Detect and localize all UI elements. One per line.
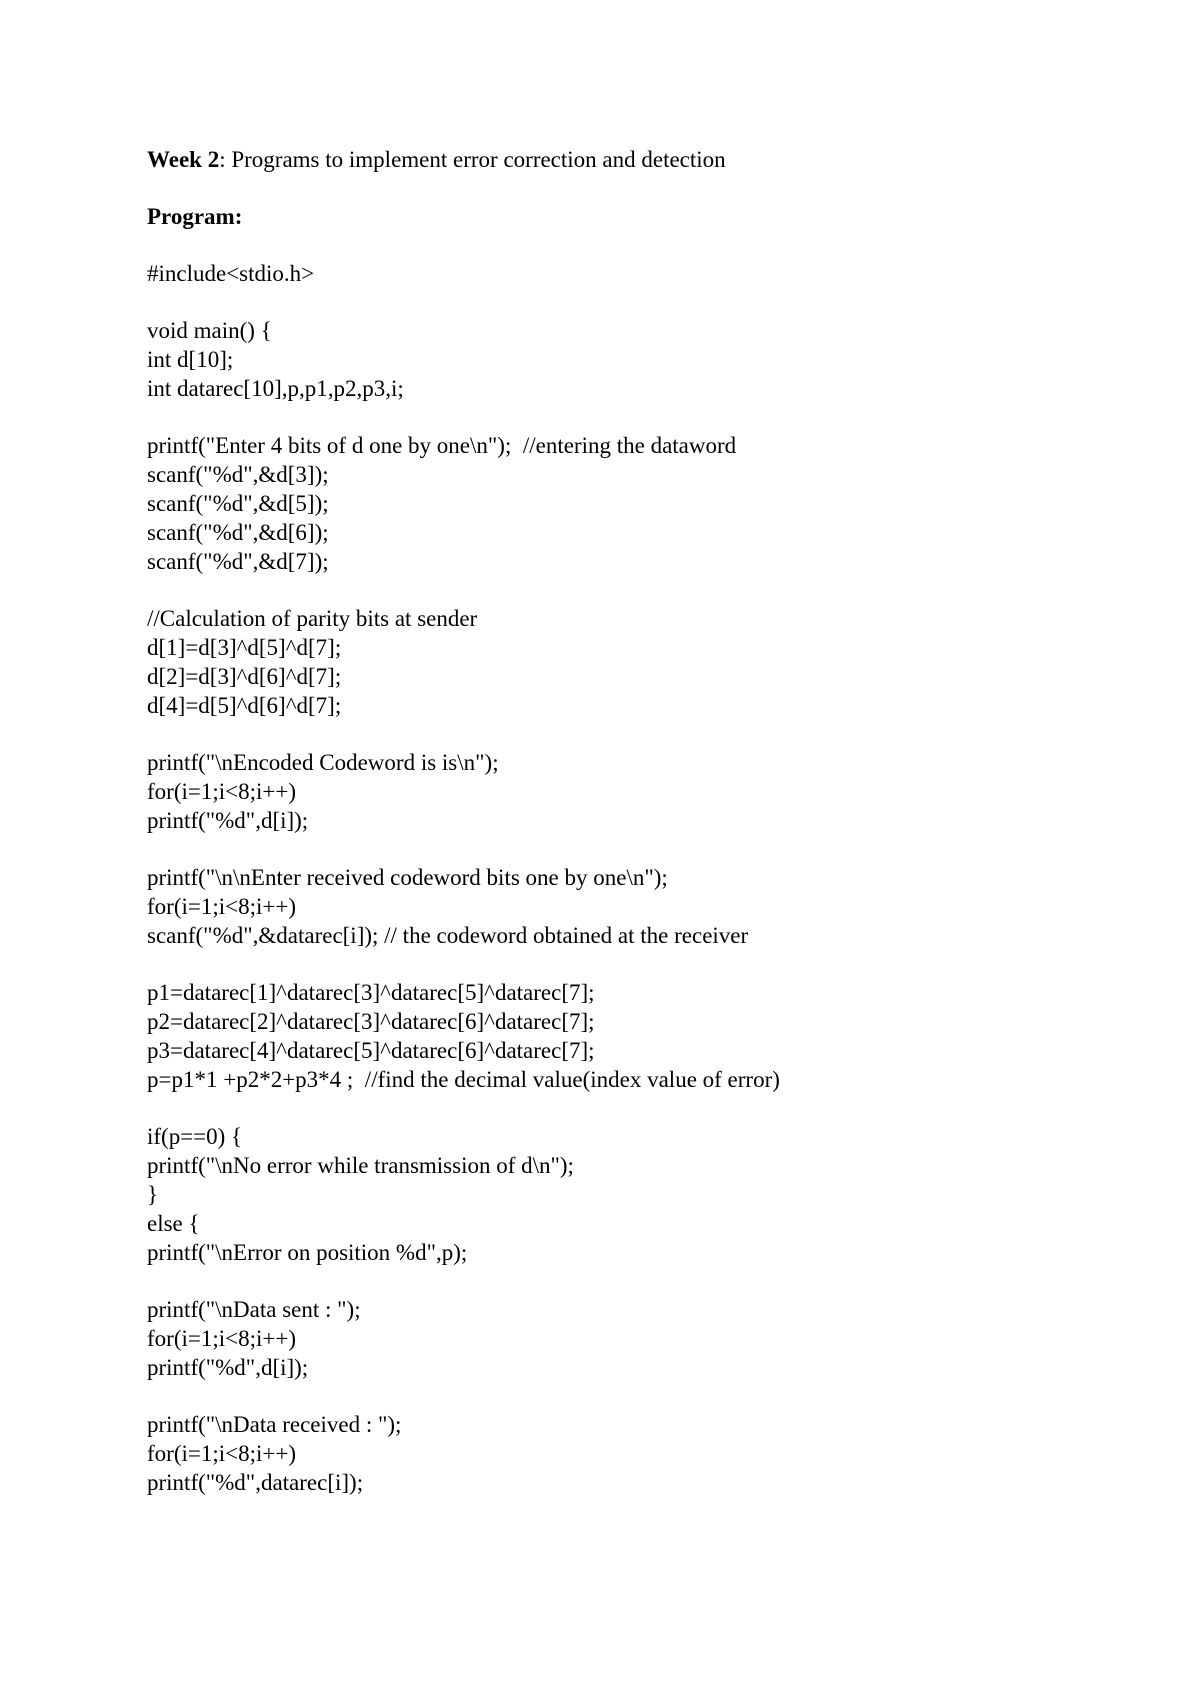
code-line: //Calculation of parity bits at sender — [147, 606, 478, 631]
blank-line — [147, 1094, 1127, 1122]
code-line: int d[10]; — [147, 347, 234, 372]
code-line: scanf("%d",&datarec[i]); // the codeword obtained at the receiver — [147, 923, 749, 948]
code-line: p2=datarec[2]^datarec[3]^datarec[6]^datarec[7]; — [147, 1009, 595, 1034]
title-text: : Programs to implement error correction and detection — [219, 147, 726, 172]
blank-line — [147, 1382, 1127, 1410]
code-line: printf("\nNo error while transmission of d\n"); — [147, 1153, 574, 1178]
code-line: for(i=1;i<8;i++) — [147, 779, 296, 804]
code-line: printf("%d",d[i]); — [147, 1355, 309, 1380]
code-line: #include<stdio.h> — [147, 261, 315, 286]
code-line: scanf("%d",&d[3]); — [147, 462, 329, 487]
program-label: Program: — [147, 204, 243, 229]
code-line: for(i=1;i<8;i++) — [147, 1326, 296, 1351]
page-title — [147, 145, 1127, 174]
code-line: printf("\nEncoded Codeword is is\n"); — [147, 750, 499, 775]
code-line: else { — [147, 1211, 200, 1236]
code-line: printf("\n\nEnter received codeword bits one by one\n"); — [147, 865, 668, 890]
code-line: scanf("%d",&d[6]); — [147, 520, 329, 545]
code-line: p3=datarec[4]^datarec[5]^datarec[6]^datarec[7]; — [147, 1038, 595, 1063]
code-line: printf("\nData received : "); — [147, 1412, 402, 1437]
code-line: d[2]=d[3]^d[6]^d[7]; — [147, 664, 342, 689]
blank-line — [147, 288, 1127, 316]
blank-line — [147, 403, 1127, 431]
code-line: for(i=1;i<8;i++) — [147, 1441, 296, 1466]
blank-line — [147, 1267, 1127, 1295]
code-line: printf("\nData sent : "); — [147, 1297, 361, 1322]
week-label: Week 2 — [147, 147, 220, 172]
code-line: int datarec[10],p,p1,p2,p3,i; — [147, 376, 404, 401]
code-line: if(p==0) { — [147, 1124, 243, 1149]
code-line: p=p1*1 +p2*2+p3*4 ; //find the decimal value(index value of error) — [147, 1067, 780, 1092]
code-line: printf("%d",d[i]); — [147, 808, 309, 833]
blank-line — [147, 720, 1127, 748]
document-content — [147, 145, 1127, 1497]
code-line: } — [147, 1182, 159, 1207]
code-line: d[1]=d[3]^d[5]^d[7]; — [147, 635, 342, 660]
code-line: d[4]=d[5]^d[6]^d[7]; — [147, 693, 342, 718]
blank-line — [147, 950, 1127, 978]
code-listing — [147, 259, 1127, 1497]
code-line: void main() { — [147, 318, 272, 343]
code-line: scanf("%d",&d[7]); — [147, 549, 329, 574]
blank-line — [147, 835, 1127, 863]
code-line: scanf("%d",&d[5]); — [147, 491, 329, 516]
code-line: printf("Enter 4 bits of d one by one\n"); //entering the dataword — [147, 433, 737, 458]
code-line: p1=datarec[1]^datarec[3]^datarec[5]^datarec[7]; — [147, 980, 595, 1005]
code-line: printf("%d",datarec[i]); — [147, 1470, 364, 1495]
code-line: for(i=1;i<8;i++) — [147, 894, 296, 919]
code-line: printf("\nError on position %d",p); — [147, 1240, 468, 1265]
blank-line — [147, 576, 1127, 604]
